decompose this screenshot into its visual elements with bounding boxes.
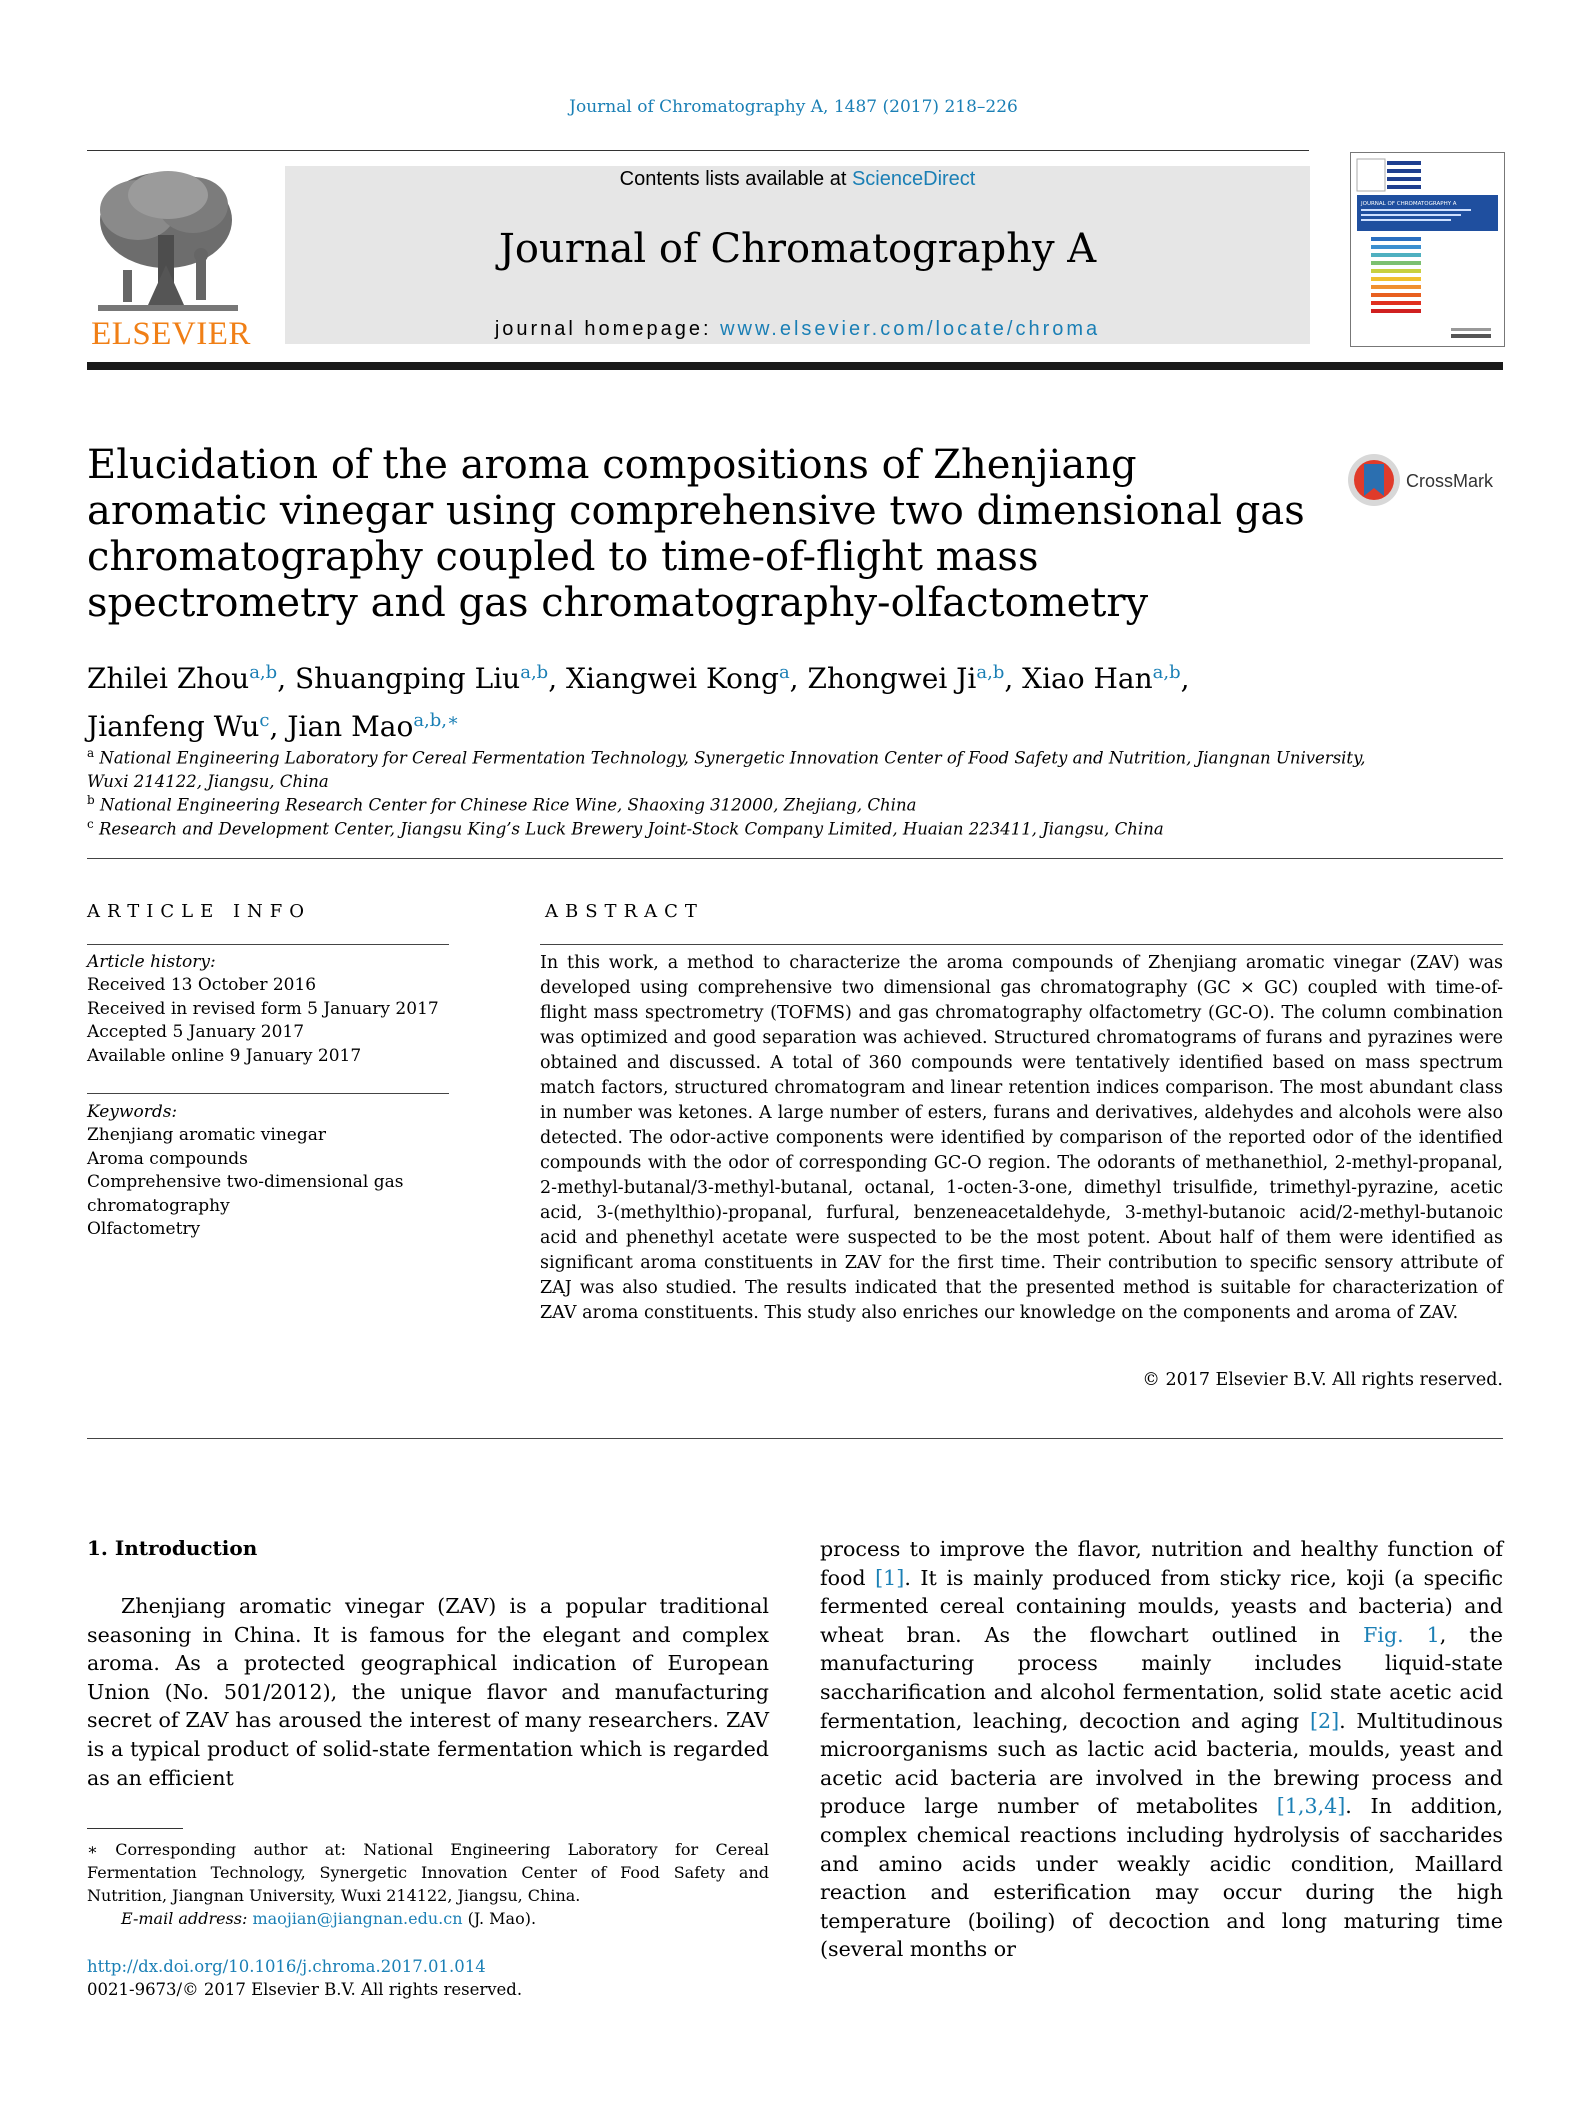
elsevier-wordmark: ELSEVIER	[91, 316, 251, 352]
author-affiliation-mark[interactable]: a,b	[249, 662, 278, 683]
contents-line	[285, 168, 1310, 191]
affiliation-mark: a	[87, 746, 95, 760]
author-separator: ,	[548, 662, 567, 695]
author-separator: ,	[1004, 662, 1023, 695]
header-rule	[87, 150, 1309, 151]
author-name: Xiangwei Kong	[566, 662, 779, 695]
info-rule	[87, 944, 449, 945]
history-item: Received 13 October 2016	[87, 975, 317, 996]
reference-link[interactable]: [2]	[1309, 1708, 1340, 1733]
author-separator: ,	[269, 710, 288, 743]
abstract-rule	[540, 944, 1503, 945]
author-name: Jianfeng Wu	[87, 710, 260, 743]
homepage-prefix: journal homepage:	[494, 318, 721, 340]
journal-homepage	[285, 318, 1310, 341]
paragraph-text: . Multitudinous microorganisms such as lactic acid bacteria, moulds, yeast and acetic acid bacteria are involved in the brewing process and produce large number of metabolites	[820, 1708, 1503, 1819]
author-name: Xiao Han	[1022, 662, 1153, 695]
doi-block	[87, 1955, 522, 2001]
affiliation-text: National Engineering Research Center for Chinese Rice Wine, Shaoxing 312000, Zhejiang, China	[99, 795, 917, 815]
affiliation-rule	[87, 858, 1503, 859]
history-item: Available online 9 January 2017	[87, 1045, 362, 1066]
author-list	[87, 652, 1487, 748]
article-info-heading: ARTICLE INFO	[87, 901, 312, 922]
corresponding-author-text: ∗ Corresponding author at: National Engineering Laboratory for Cereal Fermentation Technology, Synergetic Innovation Center of Food Safety and Nutrition, Jiangnan University, Wuxi 214122, Jiangsu, China.	[87, 1840, 769, 1905]
email-label: E-mail address:	[121, 1909, 248, 1928]
affiliation-text: Research and Development Center, Jiangsu King’s Luck Brewery Joint-Stock Company Limited, Huaian 223411, Jiangsu, China	[98, 819, 1164, 839]
keyword-item: Aroma compounds	[87, 1148, 248, 1169]
crossmark-badge[interactable]	[1344, 450, 1504, 510]
header-thick-rule	[87, 362, 1503, 370]
cover-title: JOURNAL OF CHROMATOGRAPHY A	[1361, 201, 1457, 207]
homepage-link[interactable]: www.elsevier.com/locate/chroma	[720, 318, 1101, 340]
affiliation-c	[87, 813, 1437, 841]
reference-link[interactable]: Fig. 1	[1363, 1622, 1440, 1647]
author-separator: ,	[789, 662, 808, 695]
introduction-heading: 1. Introduction	[87, 1536, 258, 1560]
article-history	[87, 951, 457, 1068]
keywords-label: Keywords:	[87, 1102, 178, 1122]
contents-prefix: Contents lists available at	[619, 168, 852, 190]
paragraph-text: . In addition, complex chemical reactions including hydrolysis of saccharides and amino acids under weakly acidic condition, Maillard reaction and esterification may occur during the high temperature (boiling) of decoction and long maturing time (several months or	[820, 1794, 1503, 1962]
footnote-rule	[87, 1828, 183, 1829]
author-separator: ,	[1180, 662, 1190, 695]
corresponding-author-footnote	[87, 1838, 769, 1930]
affiliation-text: National Engineering Laboratory for Cereal Fermentation Technology, Synergetic Innovation Center of Food Safety and Nutrition, Jiangnan University,	[99, 748, 1366, 768]
reference-link[interactable]: [1,3,4]	[1276, 1794, 1346, 1819]
author-name: Zhilei Zhou	[87, 662, 250, 695]
introduction-paragraph-continued	[820, 1535, 1503, 1964]
author-affiliation-mark[interactable]: a	[778, 662, 790, 683]
journal-name: Journal of Chromatography A	[498, 226, 1097, 272]
info-rule	[87, 1093, 449, 1094]
affiliation-a	[87, 742, 1437, 793]
abstract-end-rule	[87, 1438, 1503, 1439]
author-affiliation-mark[interactable]: c	[259, 710, 270, 731]
abstract-text: In this work, a method to characterize the aroma compounds of Zhenjiang aromatic vinegar (ZAV) was developed using comprehensive two dimensional gas chromatography (GC × GC) coupled with time-of-flight mass spectrometry (TOFMS) and gas chromatography olfactometry (GC-O). The column combination was optimized and good separation was achieved. Structured chromatograms of furans and pyrazines were obtained and discussed. A total of 360 compounds were tentatively identified based on mass spectrum match factors, structured chromatogram and linear retention indices comparison. The most abundant class in number was ketones. A large number of esters, furans and derivatives, aldehydes and alcohols were also detected. The odor-active components were identified by comparison of the reported odor of the identified compounds with the odor of corresponding GC-O region. The odorants of methanethiol, 2-methyl-propanal, 2-methyl-butanal/3-methyl-butanal, octanal, 1-octen-3-one, dimethyl trisulfide, trimethyl-pyrazine, acetic acid, 3-(methylthio)-propanal, furfural, benzeneacetaldehyde, 3-methyl-butanoic acid/2-methyl-butanoic acid and phenethyl acetate were suspected to be the most potent. About half of them were identified as significant aroma constituents in ZAV for the first time. Their contribution to specific sensory attribute of ZAJ was also studied. The results indicated that the presented method is suitable for characterization of ZAV aroma constituents. This study also enriches our knowledge on the components and aroma of ZAV.	[540, 953, 1503, 1323]
email-suffix: (J. Mao).	[462, 1909, 537, 1928]
affiliation-mark: b	[87, 793, 95, 807]
history-item: Accepted 5 January 2017	[87, 1022, 305, 1043]
history-item: Received in revised form 5 January 2017	[87, 998, 439, 1019]
author-affiliation-mark[interactable]: a,b	[1152, 662, 1181, 683]
crossmark-label: CrossMark	[1406, 471, 1494, 491]
keywords	[87, 1101, 457, 1241]
author-name: Shuangping Liu	[295, 662, 521, 695]
keyword-item: Comprehensive two-dimensional gas	[87, 1172, 404, 1193]
history-label: Article history:	[87, 952, 216, 972]
introduction-paragraph: Zhenjiang aromatic vinegar (ZAV) is a popular traditional seasoning in China. It is famous for the elegant and complex aroma. As a protected geographical indication of European Union (No. 501/2012), the unique flavor and manufacturing secret of ZAV has aroused the interest of many researchers. ZAV is a typical product of solid-state fermentation which is regarded as an efficient	[87, 1594, 769, 1790]
author-name: Jian Mao	[287, 710, 414, 743]
journal-cover-thumbnail[interactable]	[1350, 152, 1505, 347]
keyword-item: Olfactometry	[87, 1219, 201, 1240]
keyword-item: chromatography	[87, 1195, 230, 1216]
article-title: Elucidation of the aroma compositions of Zhenjiang aromatic vinegar using comprehensive two dimensional gas chromatography coupled to time-of-flight mass spectrometry and gas chromatography-olfactometry	[87, 442, 1305, 626]
author-name: Zhongwei Ji	[807, 662, 977, 695]
affiliation-text: Wuxi 214122, Jiangsu, China	[87, 771, 329, 791]
doi-link[interactable]: http://dx.doi.org/10.1016/j.chroma.2017.01.014	[87, 1957, 486, 1976]
issn-line: 0021-9673/© 2017 Elsevier B.V. All rights reserved.	[87, 1980, 523, 1999]
paragraph-text: . It is mainly produced from sticky rice, koji (a specific fermented cereal containing moulds, yeasts and bacteria) and wheat bran. As the flowchart outlined in	[820, 1565, 1503, 1647]
sciencedirect-link[interactable]: ScienceDirect	[851, 168, 976, 190]
journal-citation[interactable]: Journal of Chromatography A, 1487 (2017) 218–226	[569, 97, 1018, 117]
keyword-item: Zhenjiang aromatic vinegar	[87, 1125, 326, 1146]
paragraph-text: , the manufacturing process mainly includes liquid-state saccharification and alcohol fermentation, solid state acetic acid fermentation, leaching, decoction and aging	[820, 1622, 1503, 1733]
reference-link[interactable]: [1]	[875, 1565, 905, 1590]
author-affiliation-mark[interactable]: a,b	[520, 662, 549, 683]
author-affiliation-mark[interactable]: a,b,∗	[413, 710, 460, 731]
email-link[interactable]: maojian@jiangnan.edu.cn	[252, 1909, 463, 1928]
author-separator: ,	[277, 662, 295, 695]
paragraph-text: process to improve the flavor, nutrition and healthy function of food	[820, 1537, 1503, 1590]
affiliation-mark: c	[87, 817, 94, 831]
author-affiliation-mark[interactable]: a,b	[976, 662, 1005, 683]
abstract-copyright: © 2017 Elsevier B.V. All rights reserved.	[1142, 1370, 1503, 1390]
abstract-heading: ABSTRACT	[545, 901, 704, 922]
